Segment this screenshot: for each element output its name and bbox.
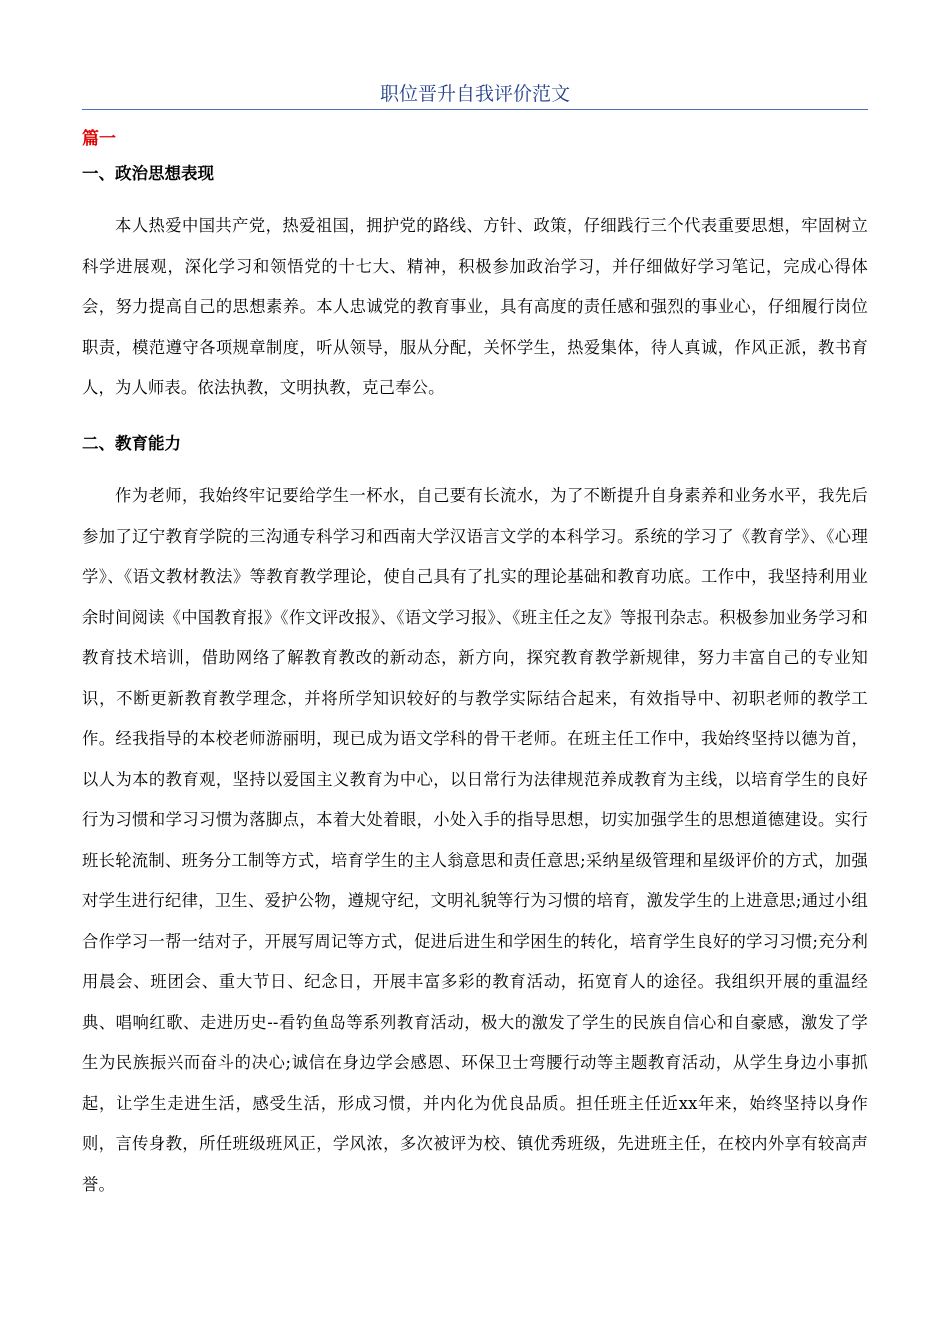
title-divider [82, 109, 868, 110]
part-label: 篇一 [82, 129, 116, 149]
section-heading-political: 一、政治思想表现 [82, 164, 214, 183]
document-title: 职位晋升自我评价范文 [379, 83, 570, 105]
section-heading-education: 二、教育能力 [82, 434, 181, 453]
paragraph-education: 作为老师，我始终牢记要给学生一杯水，自己要有长流水，为了不断提升自身素养和业务水平，我先后参加了辽宁教育学院的三沟通专科学习和西南大学汉语言文学的本科学习。系统的学习了《教育学》、《心理学》、《语文教材教法》等教育教学理论，使自己具有了扎实的理论基础和教育功底。工作中，我坚持利用业余时间阅读《中国教育报》《作文评改报》、《语文学习报》、《班主任之友》等报刊杂志。积极参加业务学习和教育技术培训，借助网络了解教育教改的新动态，新方向，探究教育教学新规律，努力丰富自己的专业知识，不断更新教育教学理念，并将所学知识较好的与教学实际结合起来，有效指导中、初职老师的教学工作。经我指导的本校老师游丽明，现已成为语文学科的骨干老师。在班主任工作中，我始终坚持以德为首，以人为本的教育观，坚持以爱国主义教育为中心，以日常行为法律规范养成教育为主线，以培育学生的良好行为习惯和学习习惯为落脚点，本着大处着眼，小处入手的指导思想，切实加强学生的思想道德建设。实行班长轮流制、班务分工制等方式，培育学生的主人翁意思和责任意思;采纳星级管理和星级评价的方式，加强对学生进行纪律，卫生、爱护公物，遵规守纪，文明礼貌等行为习惯的培育，激发学生的上进意思;通过小组合作学习一帮一结对子，开展写周记等方式，促进后进生和学困生的转化，培育学生良好的学习习惯;充分利用晨会、班团会、重大节日、纪念日，开展丰富多彩的教育活动，拓宽育人的途径。我组织开展的重温经典、唱响红歌、走进历史--看钓鱼岛等系列教育活动，极大的激发了学生的民族自信心和自豪感，激发了学生为民族振兴而奋斗的决心;诚信在身边学会感恩、环保卫士弯腰行动等主题教育活动，从学生身边小事抓起，让学生走进生活，感受生活，形成习惯，并内化为优良品质。担任班主任近xx年来，始终坚持以身作则，言传身教，所任班级班风正，学风浓，多次被评为校、镇优秀班级，先进班主任，在校内外享有较高声誉。 [82, 486, 868, 1194]
document-page [82, 0, 868, 1344]
paragraph-political: 本人热爱中国共产党，热爱祖国，拥护党的路线、方针、政策，仔细践行三个代表重要思想，牢固树立科学进展观，深化学习和领悟党的十七大、精神，积极参加政治学习，并仔细做好学习笔记，完成心得体会，努力提高自己的思想素养。本人忠诚党的教育事业，具有高度的责任感和强烈的事业心，仔细履行岗位职责，模范遵守各项规章制度，听从领导，服从分配，关怀学生，热爱集体，待人真诚，作风正派，教书育人，为人师表。依法执教，文明执教，克己奉公。 [82, 216, 868, 397]
